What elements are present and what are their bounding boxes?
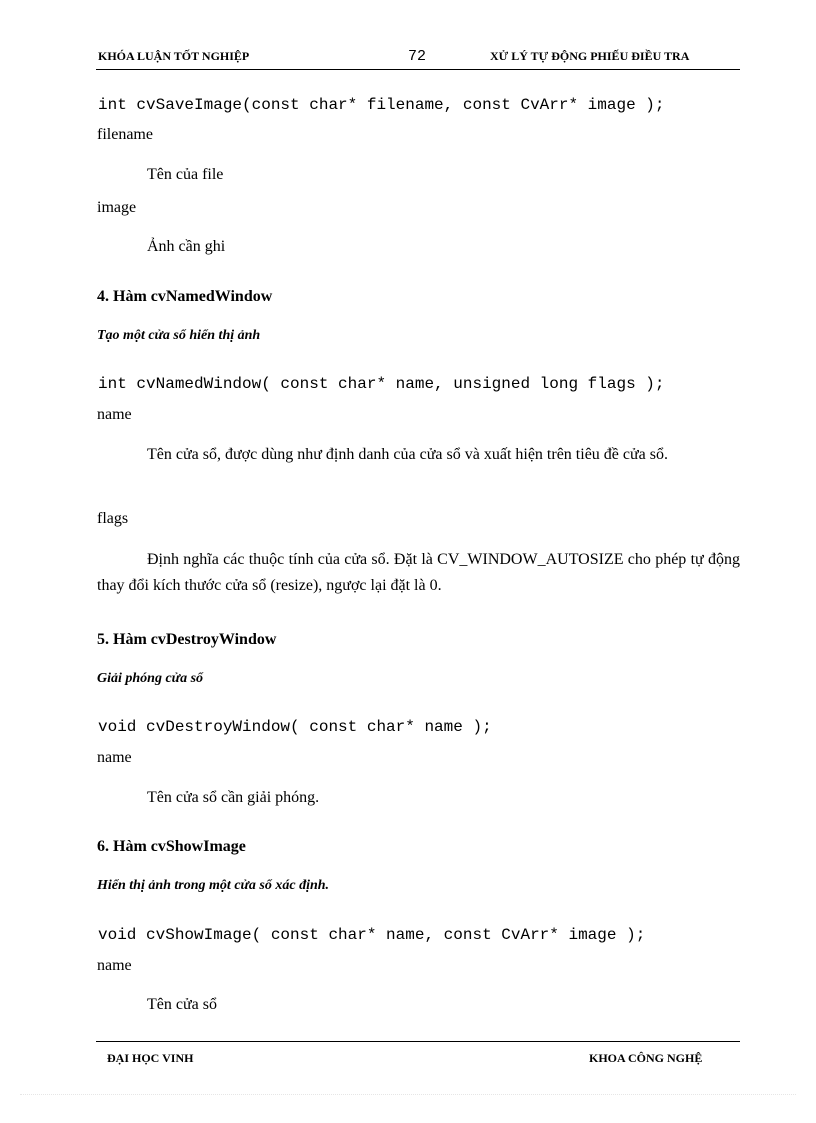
- footer-faculty: KHOA CÔNG NGHỆ: [589, 1051, 703, 1065]
- show-image-signature: void cvShowImage( const char* name, const CvArr* image );: [98, 926, 646, 944]
- save-image-signature: int cvSaveImage(const char* filename, const CvArr* image );: [98, 96, 665, 114]
- param-name-desc: Tên cửa sổ, được dùng như định danh của cửa sổ và xuất hiện trên tiêu đề cửa sổ.: [147, 446, 668, 463]
- footer-divider: [96, 1041, 740, 1042]
- param-filename-desc: Tên của file: [147, 166, 224, 183]
- section-4-heading: 4. Hàm cvNamedWindow: [97, 288, 273, 305]
- named-window-signature: int cvNamedWindow( const char* name, unsigned long flags );: [98, 375, 665, 393]
- param-flags: flags: [97, 510, 129, 527]
- header-topic-label: XỬ LÝ TỰ ĐỘNG PHIẾU ĐIỀU TRA: [490, 49, 690, 63]
- param-image-desc: Ảnh cần ghi: [147, 238, 226, 255]
- page-number: 72: [408, 48, 427, 65]
- param-name-desc: Tên cửa sổ cần giải phóng.: [147, 789, 320, 806]
- section-6-heading: 6. Hàm cvShowImage: [97, 838, 246, 855]
- param-name: name: [97, 957, 132, 974]
- param-image: image: [97, 199, 137, 216]
- param-flags-desc: Định nghĩa các thuộc tính của cửa sổ. Đặt là CV_WINDOW_AUTOSIZE cho phép tự động thay đổi kích thước cửa sổ (resize), ngược lại đặt là 0.: [97, 551, 740, 594]
- param-name: name: [97, 406, 132, 423]
- page-edge: [20, 1094, 796, 1095]
- footer-university: ĐẠI HỌC VINH: [107, 1051, 194, 1065]
- section-6-subtitle: Hiển thị ảnh trong một cửa sổ xác định.: [97, 878, 330, 893]
- header-thesis-label: KHÓA LUẬN TỐT NGHIỆP: [98, 49, 250, 63]
- section-5-heading: 5. Hàm cvDestroyWindow: [97, 631, 277, 648]
- section-4-subtitle: Tạo một cửa sổ hiển thị ảnh: [97, 328, 261, 343]
- header-divider: [96, 69, 740, 70]
- param-filename: filename: [97, 126, 153, 143]
- param-name-desc: Tên cửa sổ: [147, 996, 217, 1013]
- param-name: name: [97, 749, 132, 766]
- section-5-subtitle: Giải phóng cửa sổ: [97, 671, 204, 686]
- destroy-window-signature: void cvDestroyWindow( const char* name );: [98, 718, 492, 736]
